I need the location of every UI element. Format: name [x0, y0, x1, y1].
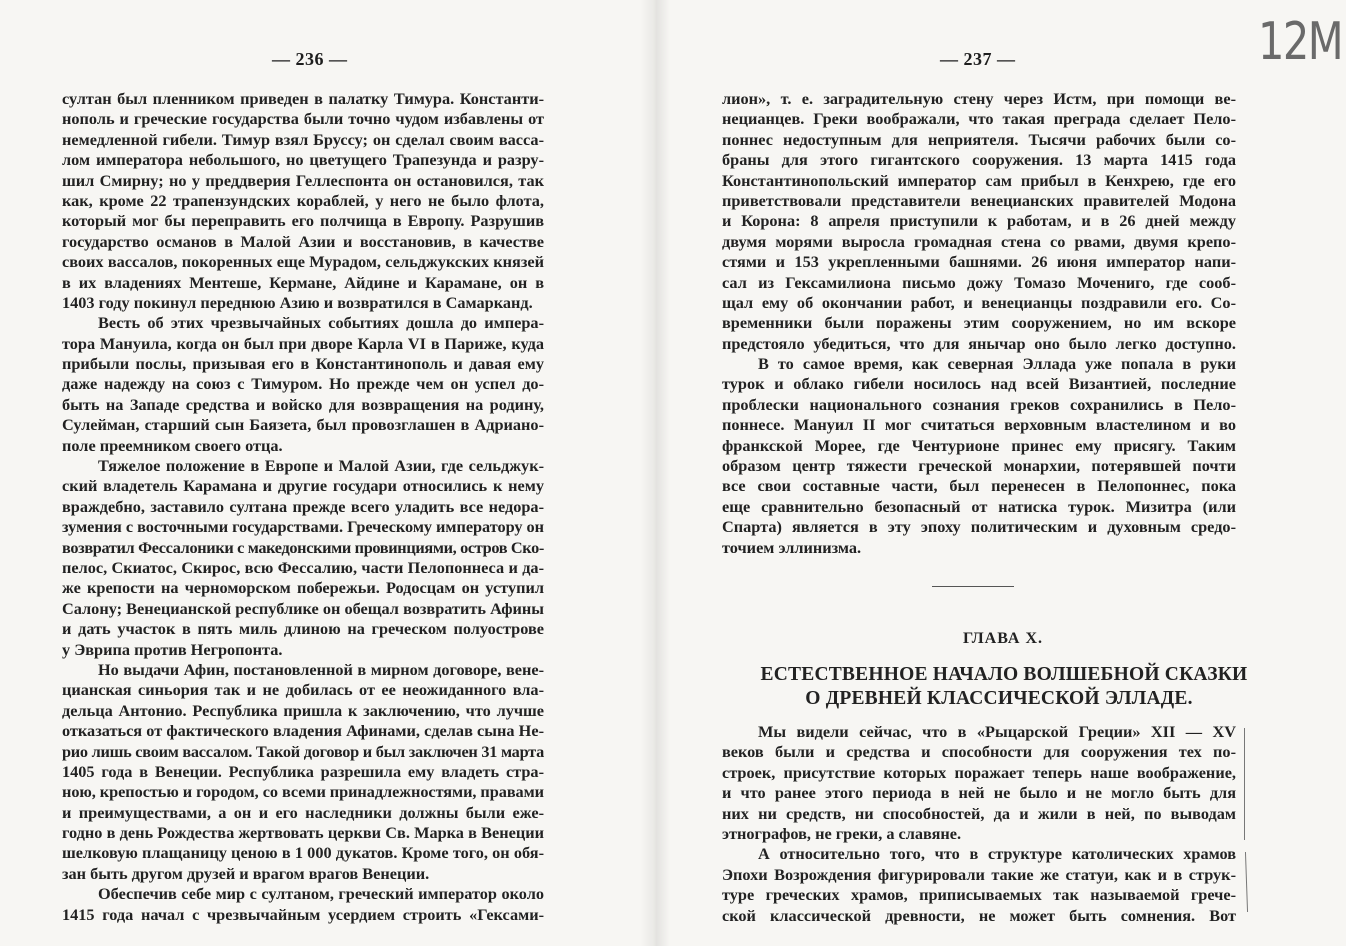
section-divider: [932, 586, 1014, 587]
text-line: сал из Гексамилиона письмо дожу Томазо Мочениго, где сооб-: [722, 272, 1236, 292]
margin-mark: [1244, 728, 1245, 840]
text-line: строек, присутствие которых поражает теперь наше воображение,: [722, 762, 1236, 782]
text-line: немедленной гибели. Тимур взял Бруссу; он сделал своим васса-: [62, 129, 544, 149]
chapter-label: ГЛАВА X.: [962, 630, 1043, 647]
text-line: враждебно, заставило султана прежде всего уладить все недора-: [62, 496, 544, 516]
text-line: шелковую плащаницу ценою в 1 000 дукатов. Кроме того, он обя-: [62, 843, 544, 863]
text-line: лом императора небольшого, но цветущего Трапезунда и разру-: [62, 150, 544, 170]
text-line: туре греческих храмов, приписываемых так называемой грече-: [722, 885, 1236, 905]
text-line: как, кроме 22 трапензундских кораблей, у него не было флота,: [62, 190, 544, 210]
handwritten-annotation: 12M: [1258, 12, 1343, 72]
text-line: ской классической древности, не может быть сомнения. Вот: [722, 905, 1236, 925]
text-line: и дать участок в пять миль длиною на греческом полуострове: [62, 619, 544, 639]
text-line: нополь и греческие государства были точно чудом избавлены от: [62, 109, 544, 129]
text-line: 1415 года начал с чрезвычайным усердием строить «Гексами-: [62, 904, 544, 924]
text-line: А относительно того, что в структуре католических храмов: [758, 844, 1236, 864]
text-line: возвратил Фессалоники с македонскими провинциями, остров Ско-: [62, 537, 544, 557]
text-line: цианская синьория так и не добилась от ее неожиданного вла-: [62, 680, 544, 700]
text-line: временники были поражены этим сооружением, но им вскоре: [722, 313, 1236, 333]
text-line: Спарта) является в эту эпоху политическим и духовным средо-: [722, 517, 1236, 537]
text-line: Весть об этих чрезвычайных событиях дошла до импера-: [98, 313, 544, 333]
text-line: даже надежду на союз с Тимуром. Но прежде чем он успел до-: [62, 374, 544, 394]
text-line: же крепости на черноморском побережьи. Родосцам он уступил: [62, 578, 544, 598]
chapter-title-line: О ДРЕВНЕЙ КЛАССИЧЕСКОЙ ЭЛЛАДЕ.: [805, 688, 1193, 709]
text-line: еще сравнительно безопасный от натиска турок. Мизитра (или: [722, 496, 1236, 516]
text-line: отказаться от фактического владения Афинами, сделав сына Не-: [62, 721, 544, 741]
text-line: 1403 году покинул переднюю Азию и возвратился в Самарканд.: [62, 292, 533, 312]
text-line: предстояло убедиться, что для янычар оно было легко доступно.: [722, 333, 1236, 353]
text-line: пелос, Скиатос, Скирос, всю Фессалию, части Пелопоннеса и да-: [62, 557, 544, 577]
text-line: турок и облако гибели носилось над всей Византией, последние: [722, 374, 1236, 394]
text-line: образом центр тяжести греческой монархии, потерявшей почти: [722, 456, 1236, 476]
text-line: быть на Западе средства и войско для возвращения на родину,: [62, 394, 544, 414]
text-line: и преимуществами, а он и его наследники должны были еже-: [62, 802, 544, 822]
text-line: проблески национального сознания греков сохранились в Пело-: [722, 394, 1236, 414]
text-line: Тяжелое положение в Европе и Малой Азии, где сельджук-: [98, 456, 544, 476]
text-line: все свои составные части, был перенесен в Пелопоннес, пока: [722, 476, 1236, 496]
text-line: 1405 года в Венеции. Республика разрешила ему владеть стра-: [62, 761, 544, 781]
text-line: этнографов, не греки, а славяне.: [722, 823, 962, 843]
text-line: точием эллинизма.: [722, 537, 862, 557]
text-line: стями и 153 укрепленными башнями. 26 июня император напи-: [722, 252, 1236, 272]
chapter-body-text: [722, 722, 1236, 926]
text-line: и что ранее этого периода в ней не было и не могло быть для: [722, 783, 1236, 803]
page-text: [722, 89, 1236, 558]
chapter-title-line: ЕСТЕСТВЕННОЕ НАЧАЛО ВОЛШЕБНОЙ СКАЗКИ: [760, 664, 1248, 685]
text-line: веков были и средства и способности для сооружения тех по-: [722, 742, 1236, 762]
text-line: ною, крепостью и городом, со всеми принадлежностями, правами: [62, 782, 544, 802]
text-line: Мы видели сейчас, что в «Рыцарской Греции» XII — XV: [758, 722, 1236, 741]
page-number: — 237 —: [940, 49, 1016, 69]
text-line: франкской Морее, где Чентурионе принес ему присягу. Таким: [722, 435, 1236, 455]
text-line: поннесе. Мануил II мог считаться верховным властелином и во: [722, 415, 1236, 435]
text-line: зумения с восточными государствами. Греческому императору он: [62, 517, 544, 537]
margin-mark: [1245, 852, 1248, 912]
text-line: двумя морями выросла громадная стена со рвами, двумя крепо-: [722, 231, 1236, 251]
text-line: Эпохи Возрождения фигурировали такие же статуи, как и в струк-: [722, 864, 1236, 884]
text-line: государство османов в Малой Азии и восстановив, в качестве: [62, 231, 544, 251]
text-line: который мог бы переправить его полчища в Европу. Разрушив: [62, 211, 544, 231]
text-line: тора Мануила, когда он был при дворе Карла VI в Париже, куда: [62, 333, 544, 353]
text-line: султан был пленником приведен в палатку Тимура. Константи-: [62, 89, 544, 108]
text-line: нецианцев. Греки воображали, что такая преграда сделает Пело-: [722, 109, 1236, 129]
text-line: в их владениях Ментеше, Кермане, Айдине и Карамане, он в: [62, 272, 544, 292]
text-line: Константинопольский император сам прибыл в Кенхрею, где его: [722, 170, 1236, 190]
text-line: Обеспечив себе мир с султаном, греческий император около: [98, 884, 544, 904]
text-line: приветствовали представители венецианских правителей Модона: [722, 190, 1236, 210]
right-page: [672, 0, 1346, 946]
text-line: у Эврипа против Негропонта.: [62, 639, 283, 659]
text-line: Но выдачи Афин, постановленной в мирном договоре, вене-: [98, 659, 544, 679]
text-line: поннес недоступным для неприятеля. Тысячи рабочих были со-: [722, 129, 1236, 149]
left-page: [0, 0, 672, 946]
text-line: зан быть другом друзей и врагом врагов Венеции.: [62, 863, 430, 883]
text-line: годно в день Рождества жертвовать церкви Св. Марка в Венеции: [62, 823, 544, 843]
text-line: шил Смирну; но у преддверия Геллеспонта он остановился, так: [62, 170, 544, 190]
page-number: — 236 —: [272, 49, 348, 69]
text-line: Сулейман, старший сын Баязета, был провозглашен в Адриано-: [62, 415, 544, 435]
text-line: щал ему об окончании работ, и венецианцы поздравили его. Со-: [722, 292, 1236, 312]
text-line: своих вассалов, покоренных еще Мурадом, сельджукских князей: [62, 252, 544, 272]
text-line: них ни средств, ни способностей, да и жили в ней, по выводам: [722, 803, 1236, 823]
text-line: дельца Антонио. Республика пришла к заключению, что лучше: [62, 700, 544, 720]
text-line: Салону; Венецианской республике он обещал возвратить Афины: [62, 598, 544, 618]
text-line: В то самое время, как северная Эллада уже попала в руки: [758, 354, 1236, 374]
text-line: прибыли послы, призывая его в Константинополь и давая ему: [62, 354, 544, 374]
text-line: поле преемником своего отца.: [62, 435, 283, 455]
text-line: рио лишь своим вассалом. Такой договор и был заключен 31 марта: [62, 741, 544, 761]
text-line: лион», т. е. заградительную стену через Истм, при помощи ве-: [722, 89, 1236, 108]
text-line: и Корона: 8 апреля приступили к работам, и в 26 дней между: [722, 211, 1236, 231]
page-text: [62, 89, 544, 925]
text-line: ский владетель Карамана и другие государи относились к нему: [62, 476, 544, 496]
text-line: браны для этого гигантского сооружения. 13 марта 1415 года: [722, 150, 1236, 170]
